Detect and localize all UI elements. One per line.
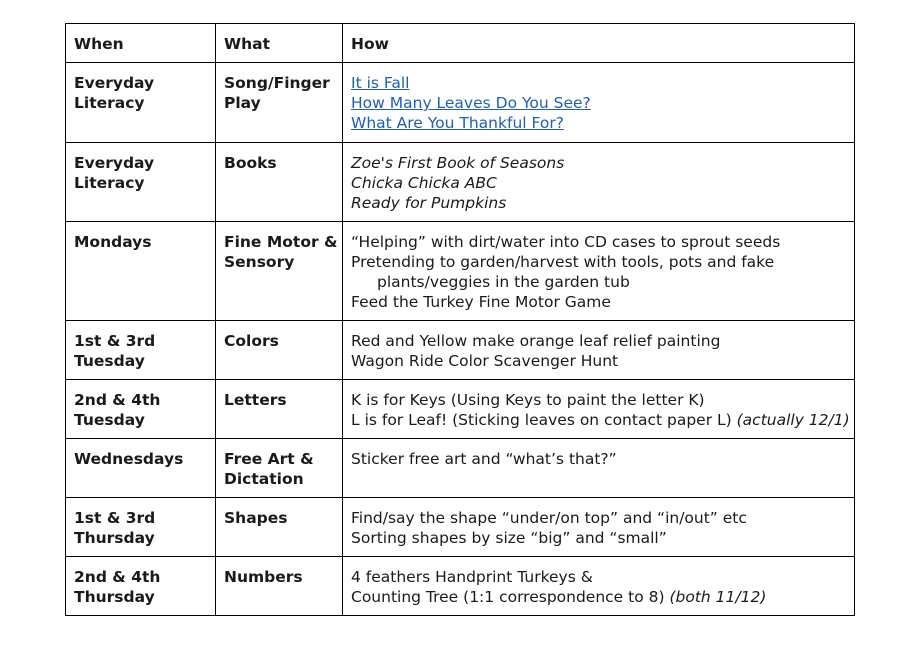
what-text: Dictation <box>224 470 304 488</box>
song-link-it-is-fall[interactable]: It is Fall <box>351 74 410 92</box>
when-text: Literacy <box>74 94 145 112</box>
what-cell <box>216 143 343 222</box>
book-title: Ready for Pumpkins <box>351 194 507 212</box>
how-cell <box>343 63 855 143</box>
book-title: Zoe's First Book of Seasons <box>351 154 565 172</box>
date-note: (actually 12/1) <box>736 411 850 429</box>
when-cell <box>66 439 216 498</box>
song-link-how-many-leaves[interactable]: How Many Leaves Do You See? <box>351 94 591 112</box>
how-cell <box>343 321 855 380</box>
what-text: Play <box>224 94 261 112</box>
what-text: Letters <box>224 391 287 409</box>
header-what: What <box>216 24 343 63</box>
when-cell <box>66 498 216 557</box>
activity-text: Find/say the shape “under/on top” and “in/out” etc <box>351 509 747 527</box>
table-row <box>66 222 855 321</box>
activity-text: Wagon Ride Color Scavenger Hunt <box>351 352 619 370</box>
activity-text: K is for Keys (Using Keys to paint the letter K) <box>351 391 705 409</box>
activity-text: “Helping” with dirt/water into CD cases to sprout seeds <box>351 233 781 251</box>
when-cell <box>66 63 216 143</box>
what-text: Shapes <box>224 509 288 527</box>
when-cell <box>66 222 216 321</box>
when-text: Wednesdays <box>74 450 184 468</box>
activity-text: Counting Tree (1:1 correspondence to 8) <box>351 588 665 606</box>
when-text: Thursday <box>74 588 155 606</box>
when-text: 1st & 3rd <box>74 509 156 527</box>
how-cell <box>343 557 855 616</box>
what-cell <box>216 63 343 143</box>
when-text: Tuesday <box>74 411 145 429</box>
how-cell <box>343 439 855 498</box>
what-cell <box>216 222 343 321</box>
header-row <box>66 24 855 63</box>
what-cell <box>216 321 343 380</box>
what-cell <box>216 380 343 439</box>
table-row <box>66 143 855 222</box>
how-cell <box>343 222 855 321</box>
how-cell <box>343 143 855 222</box>
what-text: Song/Finger <box>224 74 330 92</box>
table-row <box>66 321 855 380</box>
when-cell <box>66 557 216 616</box>
table-row <box>66 380 855 439</box>
what-cell <box>216 557 343 616</box>
song-link-thankful[interactable]: What Are You Thankful For? <box>351 114 564 132</box>
activity-text: Feed the Turkey Fine Motor Game <box>351 293 611 311</box>
activity-text: plants/veggies in the garden tub <box>377 273 630 291</box>
activity-text: Sorting shapes by size “big” and “small” <box>351 529 667 547</box>
date-note: (both 11/12) <box>669 588 767 606</box>
book-title: Chicka Chicka ABC <box>351 174 497 192</box>
table-row <box>66 557 855 616</box>
activity-text: Pretending to garden/harvest with tools, pots and fake <box>351 253 775 271</box>
table-row <box>66 439 855 498</box>
what-text: Books <box>224 154 277 172</box>
activity-plan-table <box>65 23 855 616</box>
when-text: 2nd & 4th <box>74 391 161 409</box>
when-cell <box>66 380 216 439</box>
when-text: Thursday <box>74 529 155 547</box>
when-cell <box>66 321 216 380</box>
what-text: Numbers <box>224 568 303 586</box>
what-cell <box>216 498 343 557</box>
when-text: Mondays <box>74 233 152 251</box>
activity-text: L is for Leaf! (Sticking leaves on contact paper L) <box>351 411 732 429</box>
activity-text: Red and Yellow make orange leaf relief painting <box>351 332 721 350</box>
when-text: Everyday <box>74 154 155 172</box>
what-text: Colors <box>224 332 279 350</box>
activity-text: 4 feathers Handprint Turkeys & <box>351 568 593 586</box>
header-how: How <box>343 24 855 63</box>
when-text: Literacy <box>74 174 145 192</box>
what-cell <box>216 439 343 498</box>
activity-text: Sticker free art and “what’s that?” <box>351 450 617 468</box>
table-row <box>66 498 855 557</box>
how-cell <box>343 380 855 439</box>
table-row <box>66 63 855 143</box>
what-text: Fine Motor & <box>224 233 338 251</box>
header-when: When <box>66 24 216 63</box>
when-text: Tuesday <box>74 352 145 370</box>
when-text: 1st & 3rd <box>74 332 156 350</box>
how-cell <box>343 498 855 557</box>
what-text: Free Art & <box>224 450 314 468</box>
when-cell <box>66 143 216 222</box>
when-text: 2nd & 4th <box>74 568 161 586</box>
when-text: Everyday <box>74 74 155 92</box>
what-text: Sensory <box>224 253 295 271</box>
